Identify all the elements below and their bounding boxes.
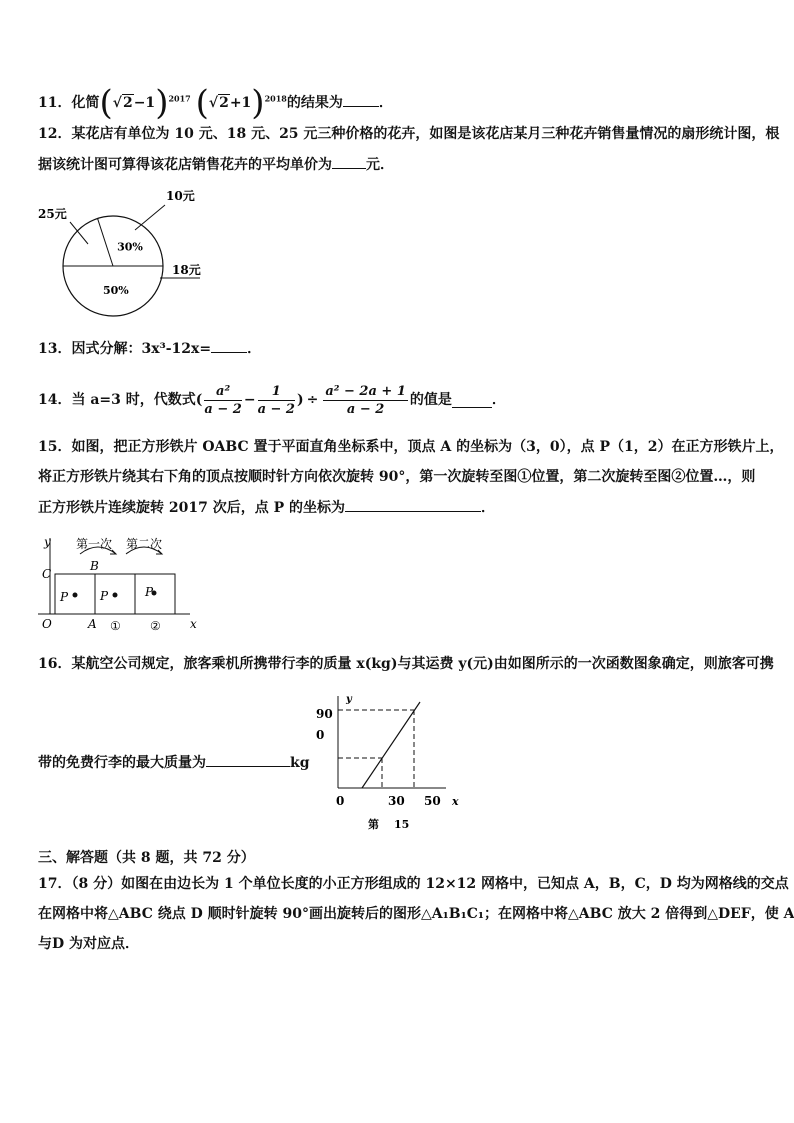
graph-label-30: 30 [388, 794, 405, 808]
answer-blank-13[interactable] [211, 338, 247, 353]
graph-label-origin: 0 [336, 794, 345, 808]
question-15-line1: 15．如图，把正方形铁片 OABC 置于平面直角坐标系中，顶点 A 的坐标为（3，0），点 P（1，2）在正方形铁片上， [38, 439, 784, 455]
sqrt-2-a: √2 [112, 95, 133, 111]
question-12-line1: 12．某花店有单位为 10 元、18 元、25 元三种价格的花卉，如图是该花店某月三种花卉销售量情况的扇形统计图，根 [38, 126, 780, 142]
fig-label-second: 第二次 [126, 537, 163, 551]
question-17-line3: 与D 为对应点． [38, 936, 140, 952]
fraction-3: $\frac{\text{a² − 2a + 1}}{a - 2}$ [325, 383, 406, 417]
graph-label-90: 90 [316, 707, 333, 721]
fraction-1: $\frac{\text{a²}}{a - 2}$ [204, 383, 242, 417]
sqrt-2-b: √2 [208, 95, 229, 111]
graph-label-0: 0 [316, 728, 325, 742]
pie-category-label-2: 18元 [172, 263, 201, 277]
fig-label-B: B [90, 559, 99, 573]
answer-blank-14[interactable] [452, 393, 492, 408]
pie-pct-label-2: 50% [103, 284, 129, 297]
question-16-line2: 带的免费行李的最大质量为 kg [38, 752, 310, 773]
answer-blank-12[interactable] [332, 154, 366, 169]
question-16-line1: 16．某航空公司规定，旅客乘机所携带行李的质量 x(kg)与其运费 y(元)由如图所示的一次函数图象确定，则旅客可携 [38, 656, 774, 672]
fig-label-circle2: ② [150, 619, 161, 633]
fig-label-y: y [44, 535, 51, 549]
pie-pct-label-0: 30% [117, 240, 143, 254]
pie-leader-line-0 [135, 205, 165, 230]
fig-label-first: 第一次 [76, 537, 113, 551]
answer-blank-15[interactable] [345, 497, 481, 512]
fig-label-x: x [190, 617, 197, 631]
graph-caption-a: 第 [368, 818, 379, 831]
fig-label-P2: P [100, 589, 109, 603]
question-15-line3: 正方形铁片连续旋转 2017 次后，点 P 的坐标为 ． [38, 497, 495, 518]
question-12-line2: 据该统计图可算得该花店销售花卉的平均单价为 元． [38, 154, 394, 175]
graph-caption-b: 15 [394, 818, 410, 831]
pie-slice-boundary-1 [98, 218, 113, 266]
graph-label-50: 50 [424, 794, 441, 808]
fig-label-P3: P [145, 585, 154, 599]
fig-label-P1: P [60, 590, 69, 604]
fig-label-circle1: ① [110, 619, 121, 633]
pie-category-label-0: 10元 [166, 189, 195, 203]
pie-chart-figure [30, 182, 220, 322]
fraction-2: $\frac{1}{a - 2}$ [257, 383, 295, 417]
question-14: 14．当 a=3 时，代数式( $\frac{\text{a²}}{a - 2}$ − $\frac{1}{a - 2}$ ) ÷ $\frac{\text{a² − 2a + 1}}{a - 2}$ 的值是 ． [38, 383, 506, 417]
pie-category-label-1: 25元 [38, 207, 67, 221]
graph-label-y: y [346, 694, 352, 705]
rotation-figure [30, 532, 210, 636]
pie-leader-line-1 [70, 222, 88, 244]
question-11: 11．化简$(√2-1)^{2017}$ $(√2+1)^{2018}$的结果为 ． [38, 83, 393, 123]
graph-label-x: x [452, 795, 459, 808]
pie-chart [30, 182, 220, 322]
question-17-line1: 17．（8 分）如图在由边长为 1 个单位长度的小正方形组成的 12×12 网格中，已知点 A，B，C，D 均为网格线的交点 [38, 876, 789, 892]
question-15-line2: 将正方形铁片绕其右下角的顶点按顺时针方向依次旋转 90°，第一次旋转至图①位置，第二次旋转至图②位置…，则 [38, 469, 756, 485]
fig-label-A: A [88, 617, 97, 631]
question-17-line2: 在网格中将△ABC 绕点 D 顺时针旋转 90°画出旋转后的图形△A₁B₁C₁；在网格中将△ABC 放大 2 倍得到△DEF，使 A [38, 906, 794, 922]
question-13: 13．因式分解：3x³-12x= ． [38, 338, 261, 359]
fig-label-C: C [42, 567, 52, 581]
fig-label-O: O [42, 617, 52, 631]
answer-blank-11[interactable] [343, 92, 379, 107]
answer-blank-16[interactable] [206, 752, 290, 767]
linear-function-figure [312, 688, 472, 834]
section-title: 三、解答题（共 8 题，共 72 分） [38, 850, 255, 866]
